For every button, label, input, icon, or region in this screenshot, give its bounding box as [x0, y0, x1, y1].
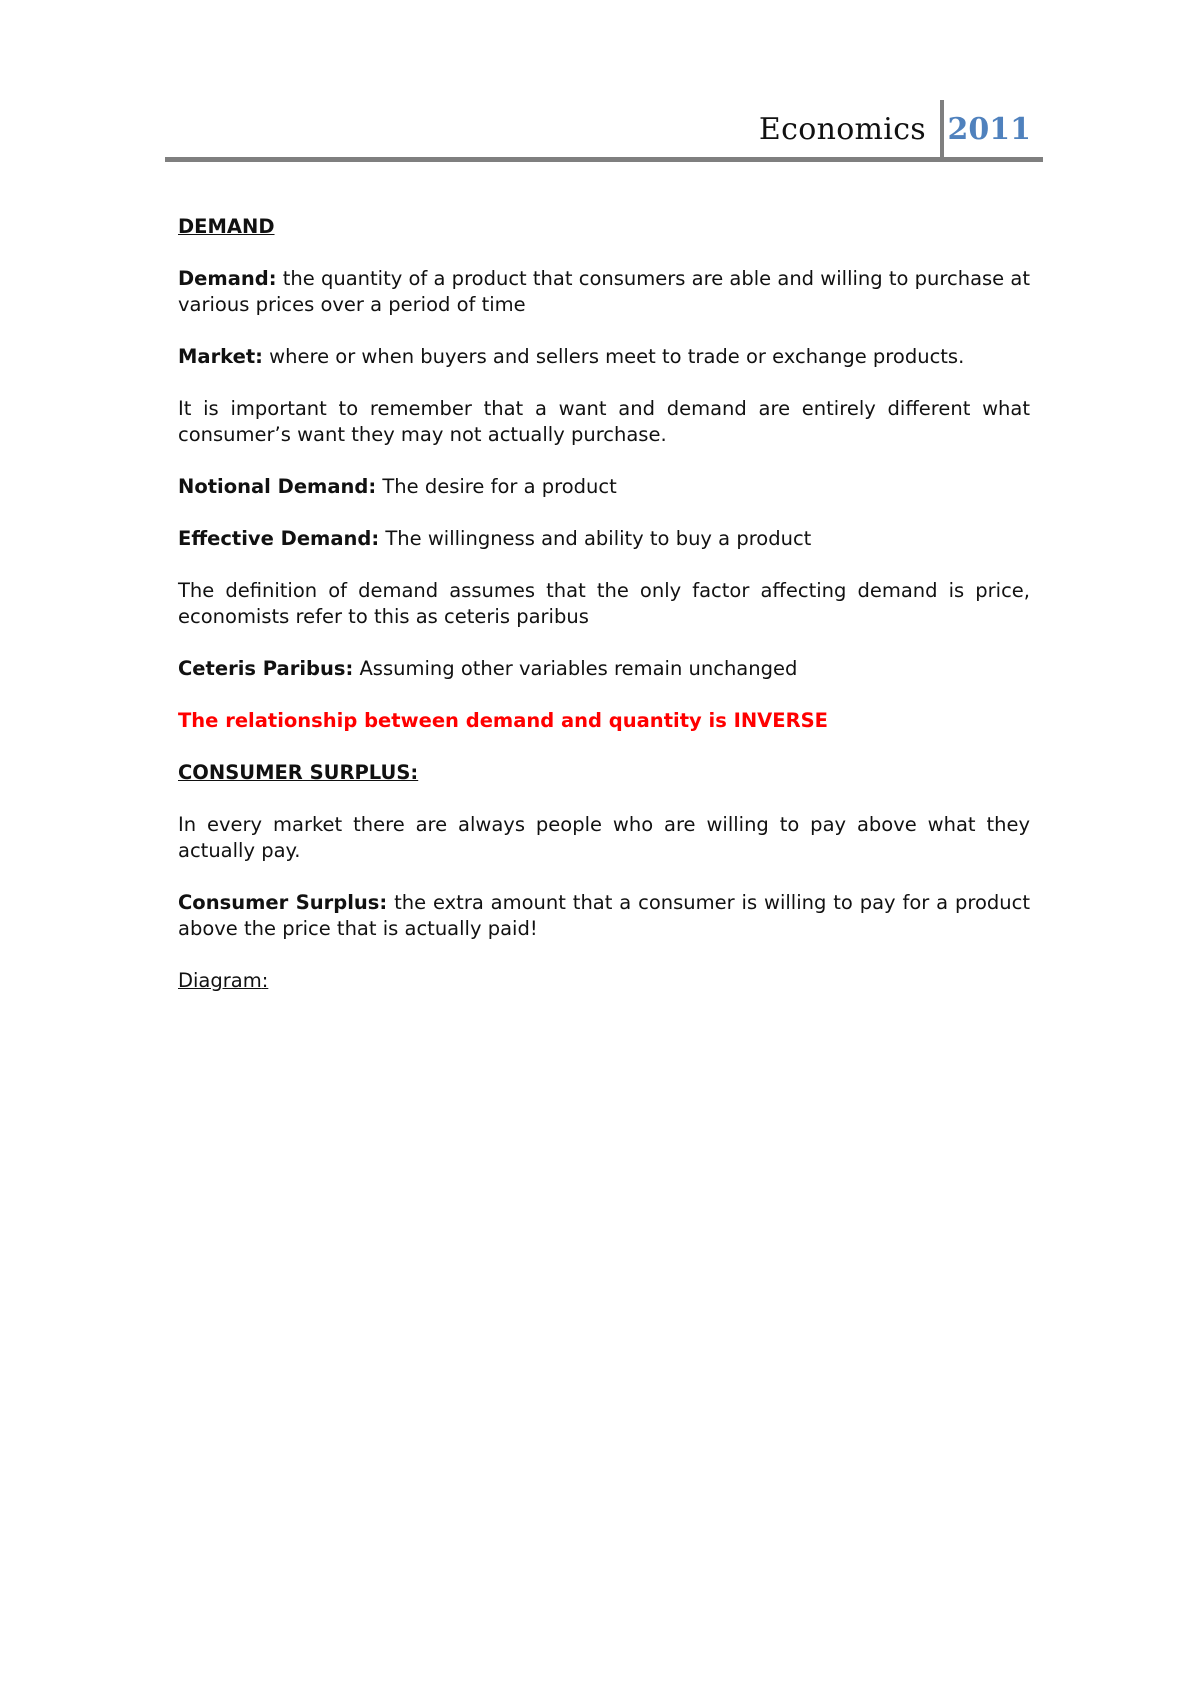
document-body	[178, 214, 1030, 1020]
want-paragraph: It is important to remember that a want and demand are entirely different what consumer’s want they may not actually purchase.	[178, 397, 1030, 446]
header-rule	[165, 157, 1043, 162]
page-header	[165, 100, 1043, 160]
notional-def: The desire for a product	[376, 475, 617, 498]
surplus-paragraph: In every market there are always people who are willing to pay above what they actually pay.	[178, 813, 1030, 862]
surplus-heading-paragraph	[178, 760, 1030, 786]
diagram-label-colon: :	[261, 969, 269, 992]
header-title: Economics	[758, 112, 926, 147]
surplus-definition	[178, 890, 1030, 942]
definition-paragraph: The definition of demand assumes that the only factor affecting demand is price, economists refer to this as ceteris paribus	[178, 579, 1030, 628]
demand-heading-paragraph	[178, 214, 1030, 240]
market-def: where or when buyers and sellers meet to trade or exchange products.	[262, 345, 965, 368]
diagram-label-text: Diagram	[178, 969, 262, 992]
header-year: 2011	[947, 112, 1031, 147]
diagram-label	[178, 969, 268, 992]
relationship-note: The relationship between demand and quantity is INVERSE	[178, 709, 828, 732]
demand-term: Demand:	[178, 267, 277, 290]
effective-def: The willingness and ability to buy a product	[379, 527, 812, 550]
header-separator	[940, 100, 944, 160]
ceteris-term: Ceteris Paribus:	[178, 657, 354, 680]
demand-definition	[178, 266, 1030, 318]
effective-term: Effective Demand:	[178, 527, 380, 550]
demand-def: the quantity of a product that consumers are able and willing to purchase at various prices over a period of time	[178, 267, 1030, 316]
market-term: Market:	[178, 345, 263, 368]
ceteris-def: Assuming other variables remain unchanged	[353, 657, 798, 680]
demand-heading: DEMAND	[178, 215, 275, 238]
surplus-heading: CONSUMER SURPLUS:	[178, 761, 419, 784]
effective-definition	[178, 526, 1030, 552]
diagram-paragraph	[178, 968, 1030, 994]
market-definition	[178, 344, 1030, 370]
notional-term: Notional Demand:	[178, 475, 377, 498]
surplus-term: Consumer Surplus:	[178, 891, 388, 914]
surplus-def: the extra amount that a consumer is willing to pay for a product above the price that is actually paid!	[178, 891, 1030, 940]
notional-definition	[178, 474, 1030, 500]
relationship-paragraph	[178, 708, 1030, 734]
ceteris-definition	[178, 656, 1030, 682]
